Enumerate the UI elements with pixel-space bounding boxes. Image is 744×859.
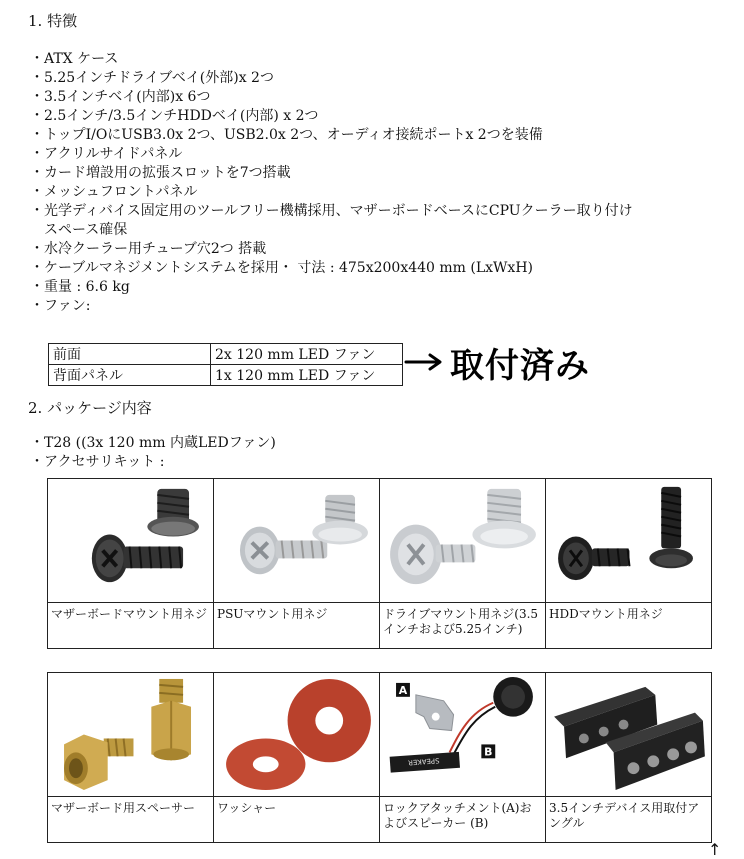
table-row xyxy=(49,344,403,365)
lock-speaker-image xyxy=(380,673,546,797)
table-row xyxy=(48,673,712,797)
table-row xyxy=(48,603,712,649)
label-b: B xyxy=(484,745,493,759)
accessory-caption: 3.5インチデバイス用取付アングル xyxy=(546,797,712,843)
right-arrow-icon xyxy=(404,352,444,372)
list-item: ・2.5インチ/3.5インチHDDベイ(内部) x 2つ xyxy=(30,108,319,124)
handwritten-note xyxy=(404,340,590,384)
fan-table xyxy=(48,343,403,386)
fan-spec-cell: 1x 120 mm LED ファン xyxy=(211,365,403,386)
accessory-caption: ドライブマウント用ネジ(3.5インチおよび5.25インチ) xyxy=(380,603,546,649)
list-item: ・重量 : 6.6 kg xyxy=(30,279,130,295)
list-item: ・カード増設用の拡張スロットを7つ搭載 xyxy=(30,165,291,181)
hdd-screws-image xyxy=(546,479,712,603)
fan-position-cell: 背面パネル xyxy=(49,365,211,386)
list-item: ・トップI/OにUSB3.0x 2つ、USB2.0x 2つ、オーディオ接続ポートx 2つを装備 xyxy=(30,127,543,143)
connector-label: SPEAKER xyxy=(407,756,440,767)
list-item: ・メッシュフロントパネル xyxy=(30,184,198,200)
accessory-caption: ロックアタッチメント(A)およびスピーカー (B) xyxy=(380,797,546,843)
accessory-caption: ワッシャー xyxy=(214,797,380,843)
list-item: ・アクリルサイドパネル xyxy=(30,146,183,162)
section-2-title: 2. パッケージ内容 xyxy=(28,399,152,417)
accessory-caption: マザーボードマウント用ネジ xyxy=(48,603,214,649)
psu-screws-image xyxy=(214,479,380,603)
package-list xyxy=(30,434,276,472)
list-item: ・ATX ケース xyxy=(30,51,119,67)
accessory-caption: PSUマウント用ネジ xyxy=(214,603,380,649)
installed-note-text: 取付済み xyxy=(450,345,590,386)
accessories-table-1 xyxy=(47,478,712,649)
list-item: ・5.25インチドライブベイ(外部)x 2つ xyxy=(30,70,274,86)
table-row xyxy=(48,479,712,603)
list-item: ・水冷クーラー用チューブ穴2つ 搭載 xyxy=(30,241,267,257)
red-washers-image xyxy=(214,673,380,797)
accessory-caption: マザーボード用スペーサー xyxy=(48,797,214,843)
brass-spacers-image xyxy=(48,673,214,797)
list-item: ・T28 ((3x 120 mm 内蔵LEDファン) xyxy=(30,435,276,451)
list-item: ・ファン: xyxy=(30,298,91,314)
list-item: ・ケーブルマネジメントシステムを採用・ 寸法 : 475x200x440 mm (LxWxH) xyxy=(30,260,534,276)
list-item: ・アクセサリキット : xyxy=(30,454,165,470)
section-1-title: 1. 特徴 xyxy=(28,12,78,30)
list-item: ・3.5インチベイ(内部)x 6つ xyxy=(30,89,211,105)
list-item: ・光学ディバイス固定用のツールフリー機構採用、マザーボードベースにCPUクーラー取り付け スペース確保 xyxy=(30,203,633,238)
table-row xyxy=(49,365,403,386)
accessory-caption: HDDマウント用ネジ xyxy=(546,603,712,649)
motherboard-screws-image xyxy=(48,479,214,603)
drive-screws-image xyxy=(380,479,546,603)
table-row xyxy=(48,797,712,843)
fan-position-cell: 前面 xyxy=(49,344,211,365)
fan-spec-cell: 2x 120 mm LED ファン xyxy=(211,344,403,365)
feature-list xyxy=(30,50,633,316)
scroll-to-top-icon[interactable]: ↑ xyxy=(708,840,722,859)
label-a: A xyxy=(398,683,408,697)
mount-brackets-image xyxy=(546,673,712,797)
accessories-table-2 xyxy=(47,672,712,843)
